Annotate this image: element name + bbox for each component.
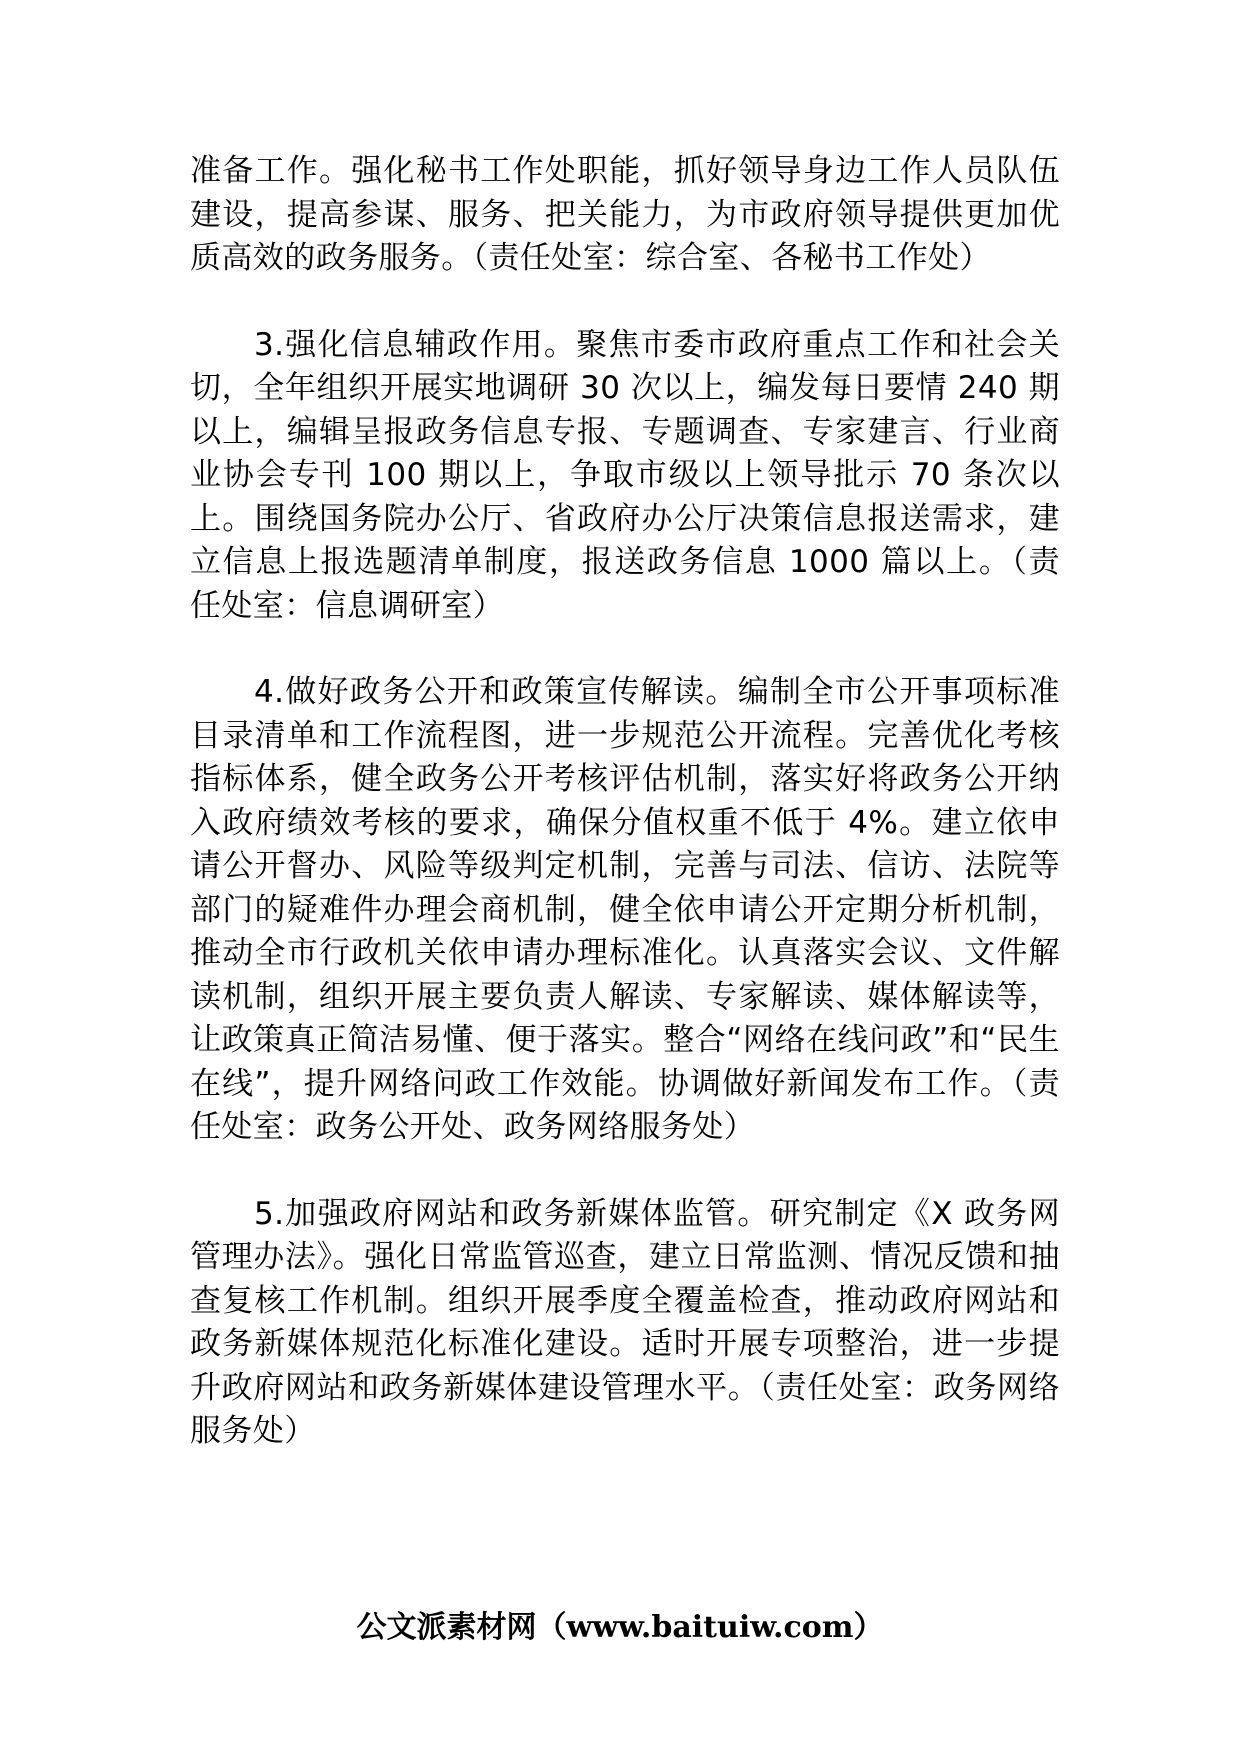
paragraph-item-3: 3.强化信息辅政作用。聚焦市委市政府重点工作和社会关切，全年组织开展实地调研 30 次以上，编发每日要情 240 期以上，编辑呈报政务信息专报、专题调查、专家建言、行业商业协会专刊 100 期以上，争取市级以上领导批示 70 条次以上。围绕国务院办公厅、省政府办公厅决策信息报送需求，建立信息上报选题清单制度，报送政务信息 1000 篇以上。（责任处室：信息调研室） <box>190 326 1060 624</box>
document-body <box>190 150 1060 1497</box>
paragraph-1: 准备工作。强化秘书工作处职能，抓好领导身边工作人员队伍建设，提高参谋、服务、把关能力，为市政府领导提供更加优质高效的政务服务。（责任处室：综合室、各秘书工作处） <box>190 153 1060 276</box>
footer-watermark: 公文派素材网（www.baituiw.com） <box>356 1610 884 1645</box>
paragraph-item-4: 4.做好政务公开和政策宣传解读。编制全市公开事项标准目录清单和工作流程图，进一步规范公开流程。完善优化考核指标体系，健全政务公开考核评估机制，落实好将政务公开纳入政府绩效考核的要求，确保分值权重不低于 4%。建立依申请公开督办、风险等级判定机制，完善与司法、信访、法院等部门的疑难件办理会商机制，健全依申请公开定期分析机制，推动全市行政机关依申请办理标准化。认真落实会议、文件解读机制，组织开展主要负责人解读、专家解读、媒体解读等，让政策真正简洁易懂、便于落实。整合“网络在线问政”和“民生在线”，提升网络问政工作效能。协调做好新闻发布工作。（责任处室：政务公开处、政务网络服务处） <box>190 674 1060 1145</box>
paragraph-item-5: 5.加强政府网站和政务新媒体监管。研究制定《X 政务网管理办法》。强化日常监管巡查，建立日常监测、情况反馈和抽查复核工作机制。组织开展季度全覆盖检查，推动政府网站和政务新媒体规范化标准化建设。适时开展专项整治，进一步提升政府网站和政务新媒体建设管理水平。（责任处室：政务网络服务处） <box>190 1195 1060 1449</box>
